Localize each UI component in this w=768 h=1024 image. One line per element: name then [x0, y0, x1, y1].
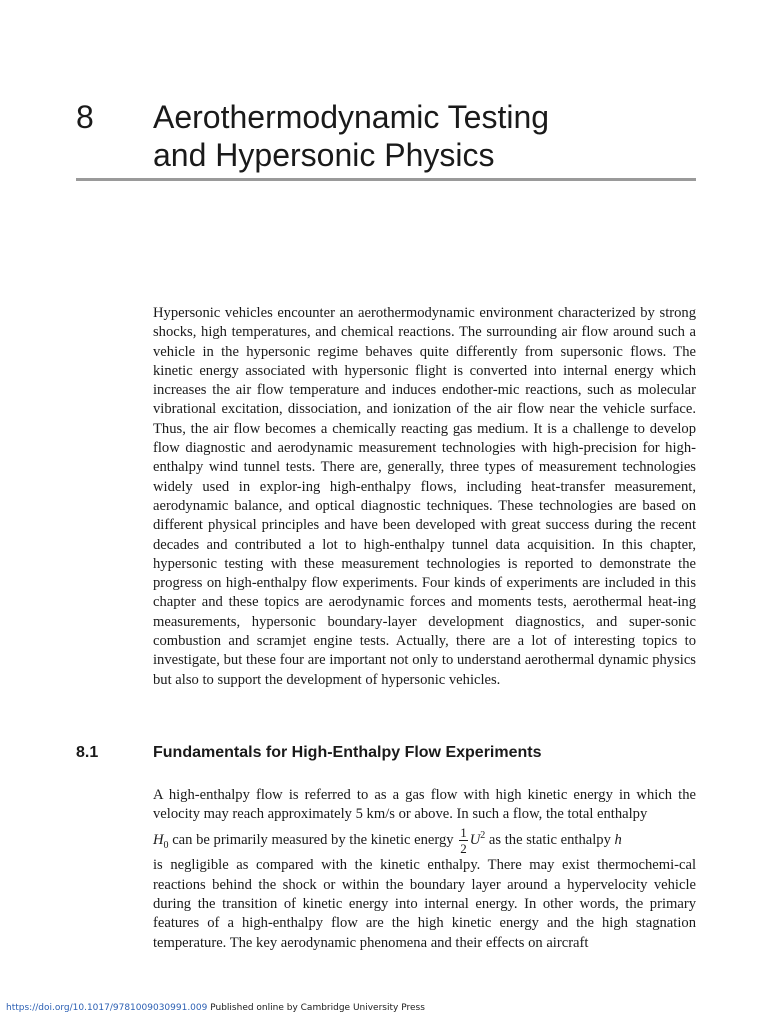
section-paragraph-block	[153, 786, 696, 953]
velocity-symbol: U	[469, 831, 481, 848]
doi-link[interactable]: https://doi.org/10.1017/9781009030991.009	[6, 1003, 208, 1013]
total-enthalpy-symbol: H	[153, 831, 164, 848]
intro-paragraph: Hypersonic vehicles encounter an aerothermodynamic environment characterized by strong shocks, high temperatures, and chemical reactions. The surrounding air flow around such a vehicle in the hypersonic regime behaves quite differently from supersonic flows. The kinetic energy associated with hypersonic flight is converted into internal energy which increases the air flow temperature and induces endother-mic reactions, such as molecular vibrational excitation, dissociation, and ionization of the air flow near the vehicle surface. Thus, the air flow becomes a chemically reacting gas medium. It is a challenge to develop flow diagnostic and aerodynamic measurement technologies with high-precision for high-enthalpy wind tunnel tests. There are, generally, three types of measurement technologies widely used in explor-ing high-enthalpy flows, including heat-transfer measurement, aerodynamic balance, and optical diagnostic techniques. These technologies are based on different physical principles and have been developed with great success during the recent decades and contributed a lot to high-enthalpy tunnel data acquisition. In this chapter, hypersonic testing with these measurement technologies is reported to demonstrate the progress on high-enthalpy flow experiments. Four kinds of experiments are included in this chapter and these topics are aerodynamic forces and moments tests, aerothermal heat-ing measurements, hypersonic boundary-layer development diagnostics, and super-sonic combustion and scramjet engine tests. Actually, there are a lot of interesting topics to investigate, but these four are important not only to understand aerothermal dynamic physics but also to support the development of hypersonic vehicles.	[153, 305, 696, 688]
section-paragraph-part-4: is negligible as compared with the kinetic enthalpy. There may exist thermochemi-cal reactions behind the shock or within the boundary layer around a hypervelocity vehicle during the transition of kinetic energy into internal energy. In other words, the primary features of a high-enthalpy flow are the high kinetic energy and the high stagnation temperature. The key aerodynamic phenomena and their effects on aircraft	[153, 857, 696, 951]
chapter-title-line-1: Aerothermodynamic Testing	[153, 99, 550, 135]
intro-paragraph-block	[153, 304, 696, 690]
fraction-one-half	[459, 826, 468, 855]
section-number: 8.1	[76, 744, 99, 761]
fraction-numerator: 1	[460, 824, 467, 840]
chapter-number: 8	[76, 99, 94, 135]
section-paragraph-continued	[153, 856, 696, 952]
chapter-title	[153, 98, 713, 174]
chapter-title-line-2: and Hypersonic Physics	[153, 137, 495, 173]
published-note: Published online by Cambridge University Press	[207, 1003, 425, 1013]
formula-line	[153, 825, 696, 857]
section-paragraph-part-1: A high-enthalpy flow is referred to as a gas flow with high kinetic energy in which the velocity may reach approximately 5 km/s or above. In such a flow, the total enthalpy	[153, 787, 696, 823]
chapter-title-rule	[76, 178, 696, 181]
section-paragraph	[153, 786, 696, 825]
fraction-denominator: 2	[460, 840, 467, 856]
static-enthalpy-symbol: h	[614, 831, 622, 848]
section-paragraph-part-2: can be primarily measured by the kinetic energy	[168, 831, 458, 848]
section-title: Fundamentals for High-Enthalpy Flow Experiments	[153, 744, 542, 761]
velocity-exponent: 2	[480, 829, 486, 841]
section-paragraph-part-3: as the static enthalpy	[485, 831, 615, 848]
total-enthalpy-subscript: 0	[163, 839, 169, 851]
page-footer	[6, 1003, 425, 1013]
